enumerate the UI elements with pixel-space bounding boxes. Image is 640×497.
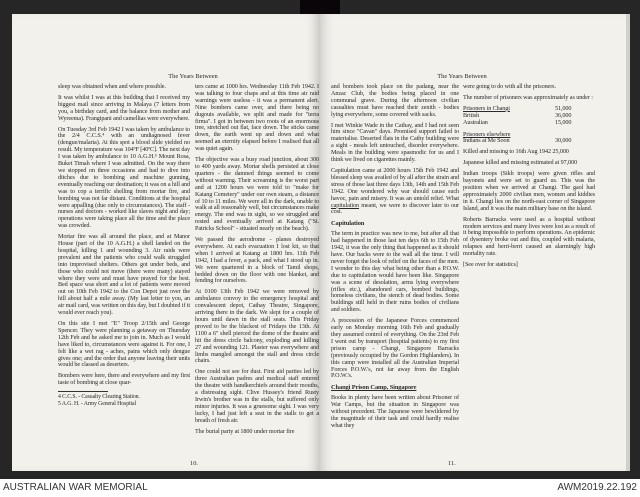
footnote-divider	[58, 391, 108, 392]
stats-value: 15,000	[555, 118, 572, 126]
section-heading: Capitulation	[331, 220, 365, 228]
stats-row	[463, 120, 595, 127]
stats-value: 51,000	[555, 104, 572, 112]
section-heading: Changi Prison Camp, Singapore	[331, 384, 417, 392]
stats-row	[463, 138, 595, 145]
paragraph: Books in plenty have been written about Prisoner of War Camps, but the situation in Singapore was without precedent. The Japanese were bewildered by the magnitude of their task and could hardly realise what they	[331, 394, 459, 429]
paragraph: Killed and missing to 16th Aug 1942 25,000	[463, 148, 569, 156]
footnote: 5 A.G. H. - Army General Hospital	[58, 400, 137, 407]
stats-row	[463, 106, 595, 113]
page-number: 11.	[448, 460, 456, 467]
paragraph: The burial party at 1800 under mortar fire	[195, 427, 295, 435]
left-page-column-1	[58, 84, 190, 407]
paragraph: sleep was obtained when and where possible.	[58, 83, 166, 90]
footer-bar	[0, 479, 640, 497]
right-page-column-1	[331, 84, 459, 434]
stats-value: 30,000	[555, 137, 572, 145]
paragraph: ters came at 1000 hrs. Wednesday 11th Feb 1942. I was talking to four chaps and at this time air raid warnings were useless - it was a permanent alert. Nine bombers came over, and there being no dugouts available, we split and made for "terra firma". I got in between two roots of an enormous tree, stretched out flat, face down. The sticks came down, the earth went up and down and what seemed an eternity elapsed before I realised that all was quiet again.	[195, 83, 319, 153]
paragraph: Roberts Barracks were used as a hospital without modern services and many lives were lost as a result of it being impossible to perform operations. An epidemic of dysentery broke out and this, coupled with malaria, relapses and berri-berri caused an alarmingly high mortality rate.	[463, 215, 595, 258]
right-page	[320, 14, 630, 471]
underlined-word: capitulation	[331, 201, 360, 209]
stats-label: Prisoners in Changi	[463, 104, 510, 112]
paragraph: Indian troops (Sikh troops) were given rifles and bayonets and were set to guard us. This was the position when we arrived at Changi. The gaol had approximately 2000 civilian men, women and kiddies in it. Changi lies on the north-east corner of Singapore Island, and it was the main military base on the island.	[463, 170, 595, 212]
paragraph: The objective was a busy road junction, about 300 to 400 yards away. Mortar shells persisted at close quarters - the damned things seemed to come without warning. Their screaming is the worst part and at 1200 hours we were told to "make for Katang Cemetery" under our own steam, a distance of 10 to 11 miles. We were all in the dark, unable to walk at all reasonably well, but circumstances make energy. The end was in sight, so we struggled and rested and eventually arrived at Katang ("St. Patricks School" - situated nearly on the beach).	[195, 156, 319, 233]
left-page-column-2	[195, 84, 319, 440]
paragraph: and bombers took place on the padang, near the Anzac Club, the bodies being placed in one communal grave. During the afternoon civilian casualties must have reached their zenith - bodies lying everywhere, some covered with sacks.	[331, 83, 459, 118]
text-run: meant, we were to discover later to our cost.	[331, 201, 459, 216]
stats-label: Prisoners elsewhere	[463, 130, 511, 138]
stats-label: Australian	[463, 118, 488, 126]
paragraph: A procession of the Japanese Forces commenced early on Monday morning 16th Feb and gradually they assumed control of everything. On the 23rd Feb I went out by transport (hospital patients) to my first prison camp - Changi, Singapore Barracks (previously occupied by the Gordon Highlanders). In this camp were installed all the Australian Imperial Forces P.O.W.'s, not far away from the English P.O.W.'s.	[331, 317, 459, 380]
paragraph: On this site I met "E" Troop 2/15th and George Spencer. They were planning a getaway on Thursday 12th Feb and he asked me to join in. Much as I would have liked to, circumstances were against it. For one, I felt like a wet rag - aches, pains which only dengue gives one; and the order that anyone leaving their units would be classed as deserters.	[58, 320, 190, 369]
paragraph: Bombers were here, there and everywhere and my first taste of bombing at close quar-	[58, 372, 190, 387]
paragraph: I met Winkie Wade in the Cathay, and I had not seen him since "Cavan" days. Promised support failed to materialise. Deserted flats in the Cathy building were a sight - meals left untouched, disorder everywhere. Meals in the building were spasmodic for us and I think we lived on cigarettes mainly.	[331, 121, 459, 164]
footnote: 4 C.C.S. - Casualty Clearing Station.	[58, 394, 140, 401]
running-head: The Years Between	[168, 73, 218, 80]
page-number: 10.	[190, 460, 198, 467]
record-id: AWM2019.22.192	[557, 482, 637, 493]
running-head: The Years Between	[437, 73, 487, 80]
paragraph: were going to do with all the prisoners.	[463, 83, 556, 90]
book-spine-gap	[300, 0, 340, 14]
paragraph: At 0100 13th Feb 1942 we were removed by ambulance convoy to the emergency hospital and convalescent depot, Cathay Theatre, Singapore, arriving there in the dark. We slept for a couple of hours until dawn in the stall seats. This Friday proved to be the blackest of Fridays the 13th. At 1100 a 6" shell pierced the dome of the theatre and hit the dress circle balcony, exploding and killing 27 and wounding 121. Plaster was everywhere and limbs mangled amongst the stall and dress circle chairs.	[195, 288, 319, 365]
text-run: Capitulation came at 2000 hours 15th Feb 1942 and blessed sleep was availed of by all after the strain and stress of those last three days 13th, 14th and 15th Feb 1942. One wondered why war should cause such havoc, pain and misery. It was an untold relief. What	[331, 166, 459, 202]
paragraph	[331, 168, 459, 216]
stats-label: British	[463, 111, 480, 119]
paragraph: Mortar fire was all around the place, and at Manor House (part of the 10 A.G.H.) a shell landed on the hospital, killing 1 and wounding 3. Air raids were prevalent and the patients who could walk struggled into improvised shelters. Others got under beds, and those who could not move (there were many) stayed where they were and must have prayed for the best. Bed space was short and a lot of patients were moved out on 10th Feb 1942 to the Con Depot just over the hill about half a mile away. (My last letter to you, an air mail card, was written on this day, but I doubted if it would ever reach you).	[58, 233, 190, 317]
stats-label: Indians at Me Soon	[463, 137, 510, 145]
paragraph: We passed the aerodrome - planes destroyed everywhere. At each evacuation I lost kit, so that when I arrived at Katang at 1800 hrs. 11th Feb 1942, I had a fever, a pack, and what I stood up in. We were quartered in a block of Tamil shops, bedded down on the floor with one blanket, and fending for ourselves.	[195, 236, 319, 285]
paragraph: The term in practice was new to me, but after all that had happened in those last ten days 6th to 15th Feb 1942, it was the only thing that happened as it should have. Our backs were to the wall all the time. I will never forget the look of relief on the faces of the men. I wonder to this day what being other than a P.O.W. due to capitulation would have been like. Singapore was a scene of desolation, arms lying everywhere (rifles etc.), abandoned cars, bombed buildings, homeless civilians, the stench of dead bodies. Some buildings still held in their ruins bodies of civilians and soldiers.	[331, 230, 459, 314]
paragraph: [See over for statistics]	[463, 261, 518, 269]
institution-name: AUSTRALIAN WAR MEMORIAL	[3, 482, 148, 493]
left-page	[12, 14, 320, 471]
paragraph: On Tuesday 3rd Feb 1942 I was taken by ambulance to the 2/4 C.C.S.⁴ with an undiagnosed fever (dengue/malaria). At this spot a blood slide yielded no result. My temperature was 104ºF [40ºC]. The next day I was taken by ambulance to 10 A.G.H.⁵ Mount Rosa, Buket Timah where I was admitted. On the way there we stopped on three occasions and had to dive into ditches due to bombing and machine gunning, eventually reaching our destination; it was on a hill and was to cop a terrific shelling from mortar fire, and bombing was not far distant. Conditions at the hospital were appalling (due only to circumstances). The staff - nurses and doctors - worked like slaves night and day; operations were taking place all the time and the place was crowded.	[58, 125, 190, 230]
paragraph: It was whilst I was at this building that I received my biggest mail since arriving in Malaya (7 letters from you, a birthday card, and the balance from mother and Wyreema). Frangipani and camellias were everywhere.	[58, 93, 190, 122]
right-page-column-2	[463, 84, 595, 273]
paragraph: One could not see for dust. First aid parties led by three Australian padres and medical staff entered the theatre with handkerchiefs around their mouths, a distressing sight. Clive Hussey's friend Rusty Irwin's brother was in the stalls, but suffered only minor injuries. It was a gruesome sight. I was very lucky, I had just left a seat in the stalls to get a breath of fresh air.	[195, 368, 319, 424]
stats-value: 36,000	[555, 111, 572, 119]
paragraph: Japanese killed and missing estimated at 97,000	[463, 159, 578, 167]
paragraph: The number of prisoners was approximately as under :	[463, 93, 593, 101]
prisoner-statistics	[463, 106, 595, 146]
